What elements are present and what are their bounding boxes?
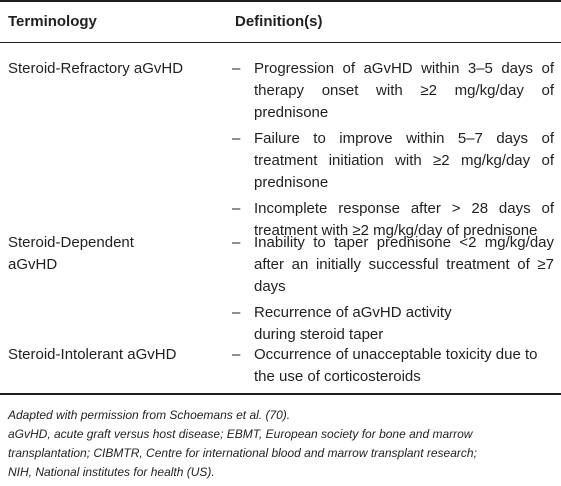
definition-item	[232, 344, 554, 388]
definition-text: Failure to improve within 5–7 days of treatment initiation with ≥2 mg/kg/day of prednisone	[254, 130, 554, 191]
footnote-abbreviations-1: aGvHD, acute graft versus host disease; EBMT, European society for bone and marrow	[8, 427, 473, 441]
bottom-rule	[0, 393, 561, 395]
footnote-abbreviations-2: transplantation; CIBMTR, Centre for international blood and marrow transplant research;	[8, 446, 477, 460]
dash-bullet: –	[232, 346, 241, 363]
definition-text: Occurrence of unacceptable toxicity due to the use of corticosteroids	[254, 346, 538, 385]
dash-bullet: –	[232, 304, 241, 321]
definition-item	[232, 302, 554, 346]
definitions-steroid-refractory	[232, 58, 554, 242]
term-steroid-dependent: Steroid-Dependent aGvHD	[8, 234, 134, 273]
definition-item	[232, 128, 554, 194]
definition-item	[232, 58, 554, 124]
definition-text: Progression of aGvHD within 3–5 days of therapy onset with ≥2 mg/kg/day of prednisone	[254, 60, 554, 121]
dash-bullet: –	[232, 60, 241, 77]
term-steroid-intolerant: Steroid-Intolerant aGvHD	[8, 346, 177, 363]
table-footnotes	[8, 406, 554, 482]
dash-bullet: –	[232, 130, 241, 147]
definitions-steroid-dependent	[232, 232, 554, 346]
definition-item	[232, 232, 554, 298]
dash-bullet: –	[232, 200, 241, 217]
definitions-steroid-intolerant	[232, 344, 554, 388]
definition-text: Incomplete response after > 28 days of treatment with ≥2 mg/kg/day of prednisone	[254, 200, 554, 239]
header-terminology: Terminology	[8, 13, 97, 30]
term-steroid-refractory: Steroid-Refractory aGvHD	[8, 60, 184, 77]
top-rule	[0, 0, 561, 2]
definition-text: Recurrence of aGvHD activity during steroid taper	[254, 304, 452, 343]
footnote-abbreviations-3: NIH, National institutes for health (US).	[8, 465, 215, 479]
definition-text: Inability to taper prednisone <2 mg/kg/day after an initially successful treatment of ≥7 days	[254, 234, 554, 295]
dash-bullet: –	[232, 234, 241, 251]
header-rule	[0, 42, 561, 43]
footnote-source: Adapted with permission from Schoemans et al. (70).	[8, 408, 291, 422]
header-definitions: Definition(s)	[235, 13, 323, 30]
